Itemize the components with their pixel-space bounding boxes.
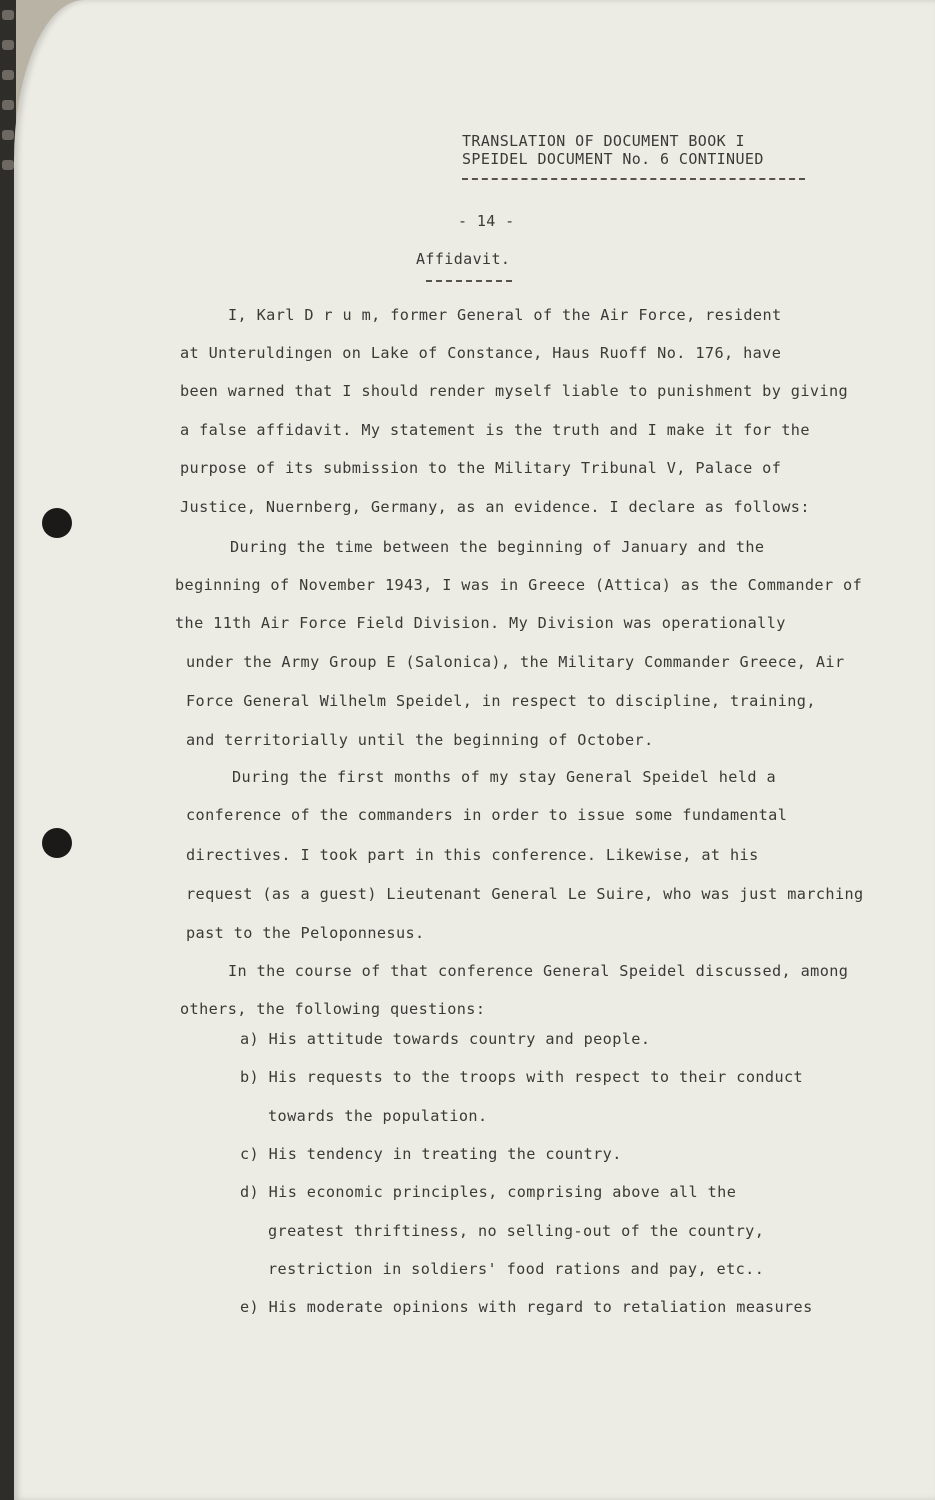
punch-hole	[42, 828, 72, 858]
body-line: Justice, Nuernberg, Germany, as an evidence. I declare as follows:	[180, 498, 810, 516]
body-line: the 11th Air Force Field Division. My Division was operationally	[175, 614, 786, 632]
binding-hole	[2, 100, 14, 110]
list-item-a: a) His attitude towards country and people.	[240, 1030, 651, 1048]
list-item-d: d) His economic principles, comprising above all the	[240, 1183, 737, 1201]
title-underline	[426, 280, 512, 282]
body-line: directives. I took part in this conference. Likewise, at his	[186, 846, 759, 864]
body-line: beginning of November 1943, I was in Greece (Attica) as the Commander of	[175, 576, 863, 594]
list-item-b: b) His requests to the troops with respect to their conduct	[240, 1068, 804, 1086]
body-line: In the course of that conference General Speidel discussed, among	[228, 962, 849, 980]
body-line: During the first months of my stay General Speidel held a	[232, 768, 776, 786]
body-line: at Unteruldingen on Lake of Constance, Haus Ruoff No. 176, have	[180, 344, 782, 362]
body-line: others, the following questions:	[180, 1000, 486, 1018]
binding-hole	[2, 130, 14, 140]
punch-hole	[42, 508, 72, 538]
body-line: been warned that I should render myself liable to punishment by giving	[180, 382, 849, 400]
body-line: I, Karl D r u m, former General of the Air Force, resident	[228, 306, 782, 324]
document-title: Affidavit.	[416, 250, 511, 268]
list-item-e: e) His moderate opinions with regard to retaliation measures	[240, 1298, 813, 1316]
binding-hole	[2, 10, 14, 20]
list-item-b-continued: towards the population.	[268, 1107, 488, 1125]
body-line: request (as a guest) Lieutenant General Le Suire, who was just marching	[186, 885, 864, 903]
body-line: a false affidavit. My statement is the truth and I make it for the	[180, 421, 810, 439]
body-line: During the time between the beginning of January and the	[230, 538, 765, 556]
header-line-2: SPEIDEL DOCUMENT No. 6 CONTINUED	[462, 150, 764, 168]
binding-hole	[2, 160, 14, 170]
binding-hole	[2, 70, 14, 80]
list-item-d-continued: greatest thriftiness, no selling-out of the country,	[268, 1222, 765, 1240]
page-number: - 14 -	[458, 212, 515, 230]
body-line: and territorially until the beginning of October.	[186, 731, 654, 749]
body-line: past to the Peloponnesus.	[186, 924, 425, 942]
list-item-c: c) His tendency in treating the country.	[240, 1145, 622, 1163]
body-line: conference of the commanders in order to issue some fundamental	[186, 806, 788, 824]
body-line: purpose of its submission to the Military Tribunal V, Palace of	[180, 459, 782, 477]
binding-hole	[2, 40, 14, 50]
body-line: under the Army Group E (Salonica), the Military Commander Greece, Air	[186, 653, 845, 671]
body-line: Force General Wilhelm Speidel, in respect to discipline, training,	[186, 692, 816, 710]
list-item-d-continued: restriction in soldiers' food rations and pay, etc..	[268, 1260, 765, 1278]
header-line-1: TRANSLATION OF DOCUMENT BOOK I	[462, 132, 745, 150]
header-divider	[462, 178, 805, 180]
